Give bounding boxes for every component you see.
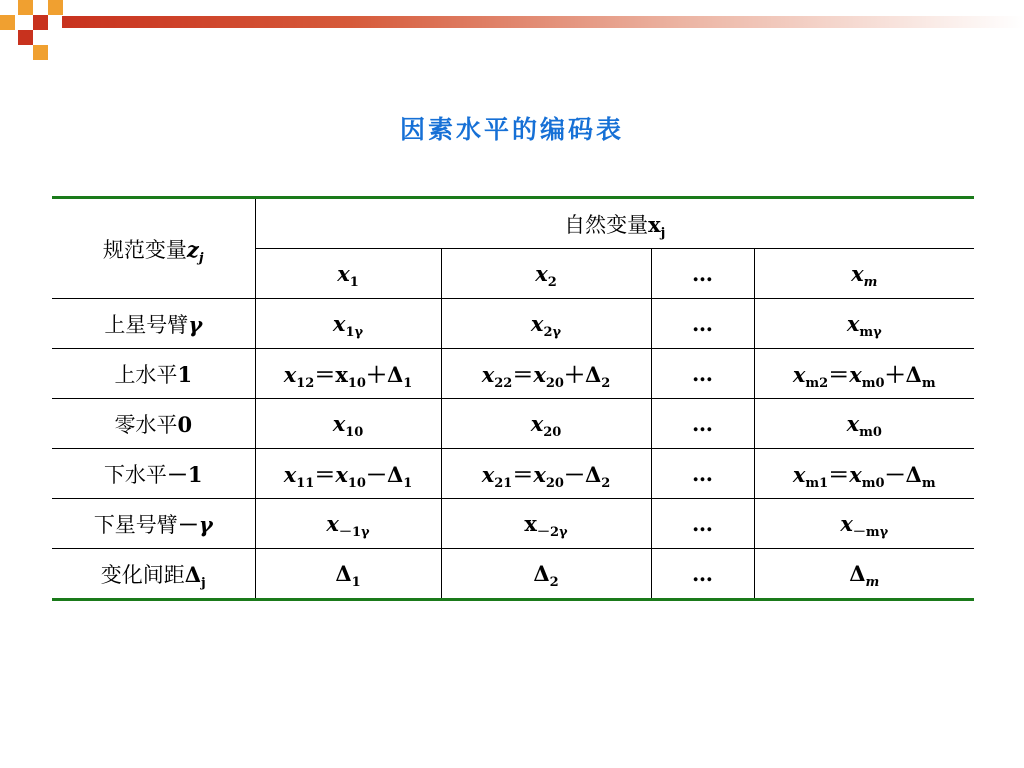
- table-cell: [651, 299, 754, 349]
- cell-text: x: [533, 361, 546, 387]
- table-cell: [441, 299, 651, 349]
- cell-text: 上星号臂: [104, 312, 189, 337]
- decor-square: [0, 15, 15, 30]
- table-cell: [754, 499, 974, 549]
- table-row: [52, 299, 974, 349]
- decor-square: [18, 0, 33, 15]
- table-cell: [651, 549, 754, 600]
- slide-title: 因素水平的编码表: [399, 115, 624, 144]
- cell-subscript: 10: [347, 475, 366, 491]
- cell-text: x: [326, 511, 339, 536]
- table-cell: [441, 549, 651, 600]
- table-cell: [441, 449, 651, 499]
- cell-text: －1: [166, 461, 203, 487]
- cell-subscript: m2: [805, 375, 829, 391]
- column-header: [754, 249, 974, 299]
- cell-text: Δ: [849, 561, 866, 586]
- cell-text: ＝x: [314, 361, 348, 387]
- cell-text: γ: [198, 511, 213, 537]
- cell-text: x: [792, 461, 806, 487]
- decor-square: [33, 45, 48, 60]
- cell-subscript: m0: [861, 475, 885, 491]
- table-cell: [441, 399, 651, 449]
- group-header: 自然变量$x_j$: [255, 198, 974, 249]
- cell-subscript: 20: [545, 475, 564, 491]
- cell-text: ＝: [314, 461, 336, 487]
- cell-subscript: 11: [296, 475, 315, 491]
- decor-square: [48, 0, 63, 15]
- cell-text: 下水平: [103, 462, 167, 487]
- cell-text: x: [849, 461, 862, 487]
- row-label: [52, 449, 255, 499]
- cell-text: x: [481, 461, 495, 487]
- cell-text: x: [792, 361, 806, 387]
- table-cell: [441, 499, 651, 549]
- row-label: [52, 549, 255, 600]
- cell-text: －Δ: [563, 461, 602, 487]
- cell-text: ＋Δ: [563, 361, 602, 387]
- cell-subscript: 2γ: [543, 325, 562, 340]
- table-cell: [651, 449, 754, 499]
- cell-subscript: j: [201, 575, 206, 591]
- header-row-group: [52, 198, 974, 249]
- cell-text: x: [332, 411, 346, 436]
- cell-text: 零水平: [114, 412, 178, 437]
- cell-subscript: 1γ: [345, 325, 364, 340]
- cell-text: …: [692, 361, 713, 386]
- table-row: [52, 499, 974, 549]
- cell-subscript: 2: [547, 275, 557, 290]
- cell-subscript: 2: [601, 475, 611, 491]
- cell-text: x: [524, 511, 537, 536]
- cell-text: ＝: [828, 361, 850, 387]
- cell-text: 变化间距: [100, 562, 185, 587]
- table-row: [52, 399, 974, 449]
- cell-subscript: 1: [351, 575, 361, 590]
- cell-subscript: m: [863, 275, 878, 290]
- table-cell: [754, 549, 974, 600]
- cell-text: 1: [177, 361, 193, 387]
- cell-text: －Δ: [365, 461, 404, 487]
- table-cell: [255, 399, 441, 449]
- cell-subscript: 22: [494, 375, 513, 391]
- table-cell: [255, 349, 441, 399]
- cell-text: …: [692, 561, 713, 586]
- cell-subscript: m1: [805, 475, 829, 491]
- cell-text: x: [530, 311, 544, 336]
- cell-text: ＝: [828, 461, 850, 487]
- table-cell: [754, 399, 974, 449]
- cell-text: －: [177, 511, 199, 537]
- cell-text: 0: [177, 411, 193, 437]
- cell-subscript: 1: [403, 375, 413, 391]
- cell-subscript: m: [865, 575, 880, 590]
- cell-text: …: [692, 511, 713, 536]
- cell-text: x: [846, 311, 860, 336]
- cell-subscript: 12: [296, 375, 315, 391]
- decor-gradient-bar: [62, 16, 1024, 28]
- table-cell: [651, 499, 754, 549]
- cell-subscript: 20: [545, 375, 564, 391]
- row-label: [52, 499, 255, 549]
- cell-text: Δ: [335, 561, 352, 586]
- table-row: [52, 449, 974, 499]
- cell-subscript: 1: [403, 475, 413, 491]
- row-label: [52, 399, 255, 449]
- table-cell: [441, 349, 651, 399]
- table-cell: [754, 299, 974, 349]
- table-cell: [255, 549, 441, 600]
- decor-square: [18, 30, 33, 45]
- cell-text: 上水平: [114, 362, 178, 387]
- cell-subscript: m0: [861, 375, 885, 391]
- cell-text: x: [481, 361, 495, 387]
- cell-text: x: [851, 261, 864, 286]
- cell-text: x: [335, 461, 348, 487]
- coding-table: [52, 196, 974, 601]
- cell-text: x: [283, 461, 297, 487]
- cell-text: x: [840, 511, 853, 536]
- decor-square: [33, 15, 48, 30]
- table-cell: [651, 399, 754, 449]
- row-label: [52, 349, 255, 399]
- cell-text: ＝: [512, 461, 534, 487]
- cell-text: x: [535, 261, 548, 286]
- column-header: [255, 249, 441, 299]
- cell-text: x: [337, 261, 350, 286]
- cell-subscript: 20: [543, 425, 562, 440]
- cell-subscript: －mγ: [852, 525, 889, 540]
- column-header: [441, 249, 651, 299]
- cell-text: …: [692, 411, 713, 436]
- table-row: [52, 349, 974, 399]
- cell-text: x: [530, 411, 544, 436]
- cell-text: x: [533, 461, 546, 487]
- cell-subscript: m: [921, 375, 936, 391]
- cell-text: x: [332, 311, 346, 336]
- table-cell: [255, 499, 441, 549]
- table-cell: [651, 349, 754, 399]
- title-decoration: [0, 0, 1024, 60]
- table-cell: [255, 299, 441, 349]
- cell-subscript: 1: [349, 275, 359, 290]
- table-cell: [754, 449, 974, 499]
- cell-text: 下星号臂: [93, 512, 178, 537]
- cell-text: …: [692, 461, 713, 486]
- cell-text: ＋Δ: [884, 361, 922, 387]
- cell-subscript: －1γ: [338, 525, 370, 540]
- row-label: [52, 299, 255, 349]
- cell-subscript: 10: [345, 425, 364, 440]
- cell-subscript: 21: [494, 475, 513, 491]
- cell-subscript: 2: [601, 375, 611, 391]
- cell-text: γ: [188, 311, 203, 337]
- cell-text: －Δ: [884, 461, 922, 487]
- cell-text: x: [283, 361, 297, 387]
- table-cell: [255, 449, 441, 499]
- cell-subscript: m0: [859, 425, 882, 440]
- cell-subscript: 10: [347, 375, 366, 391]
- cell-text: Δ: [184, 561, 202, 587]
- cell-text: ＝: [512, 361, 534, 387]
- cell-text: …: [692, 261, 713, 286]
- cell-text: Δ: [533, 561, 550, 586]
- cell-subscript: mγ: [859, 325, 882, 340]
- cell-text: ＋Δ: [365, 361, 404, 387]
- row-label-header: 规范变量$z_j$: [52, 198, 255, 299]
- table-cell: [754, 349, 974, 399]
- cell-subscript: 2: [549, 575, 559, 590]
- cell-text: x: [846, 411, 860, 436]
- column-header: [651, 249, 754, 299]
- cell-subscript: －2γ: [536, 525, 568, 540]
- cell-text: x: [849, 361, 862, 387]
- cell-subscript: m: [921, 475, 936, 491]
- table-row: [52, 549, 974, 600]
- cell-text: …: [692, 311, 713, 336]
